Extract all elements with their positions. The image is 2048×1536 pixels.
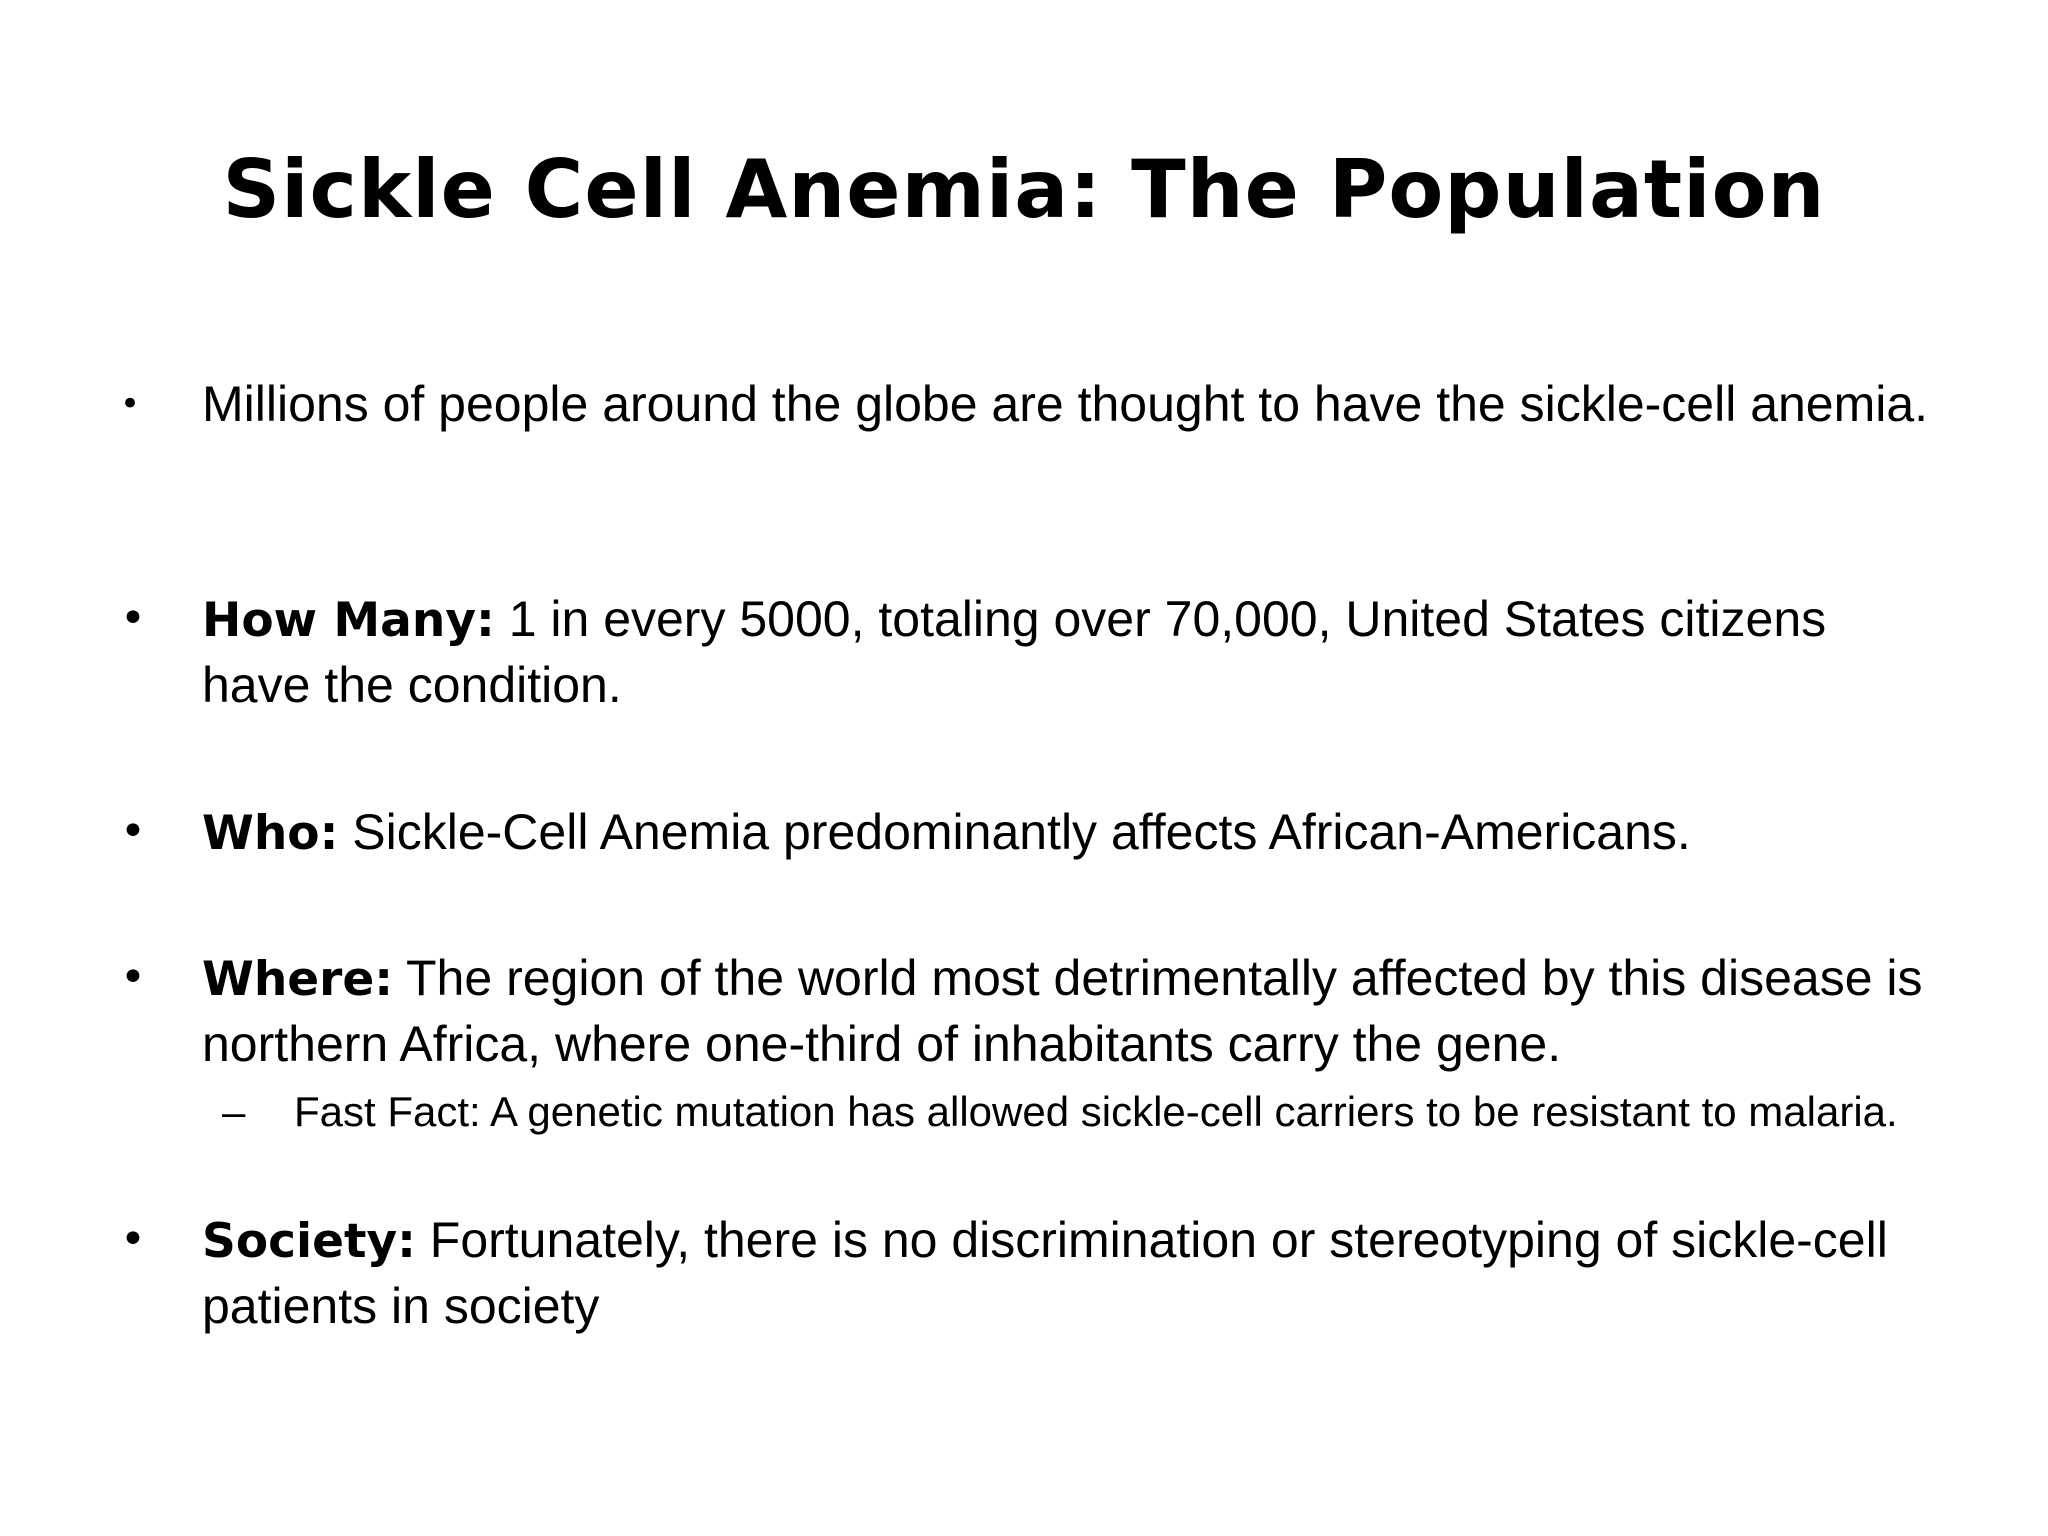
bullet-marker: •	[120, 952, 146, 1003]
bullet-body: 1 in every 5000, totaling over 70,000, United States citizens have the condition.	[202, 591, 1827, 713]
sub-bullet-marker: –	[222, 1088, 246, 1135]
bullet-lead: How Many:	[202, 593, 495, 648]
bullet-body: The region of the world most detrimentally affected by this disease is northern Africa, where one-third of inhabitants carry the gene.	[202, 950, 1923, 1072]
bullet-text	[202, 946, 1942, 1076]
bullet-body: Sickle-Cell Anemia predominantly affects African-Americans.	[338, 804, 1691, 860]
slide-title: Sickle Cell Anemia: The Population	[222, 143, 1826, 236]
sub-bullet-text: Fast Fact: A genetic mutation has allowed sickle-cell carriers to be resistant to malaria.	[294, 1088, 1898, 1135]
bullet-marker: •	[120, 384, 141, 424]
bullet-body: Millions of people around the globe are thought to have the sickle-cell anemia.	[202, 376, 1929, 432]
bullet-lead: Society:	[202, 1214, 416, 1269]
bullet-text	[202, 1208, 1942, 1338]
bullet-marker: •	[120, 806, 146, 857]
bullet-lead: Where:	[202, 952, 394, 1007]
bullet-marker: •	[120, 1214, 146, 1265]
bullet-text	[202, 587, 1942, 717]
bullet-lead: Who:	[202, 806, 339, 861]
bullet-text	[202, 372, 1942, 438]
bullet-text	[202, 800, 1942, 866]
bullet-body: Fortunately, there is no discrimination or stereotyping of sickle-cell patients in society	[202, 1212, 1888, 1334]
bullet-marker: •	[120, 593, 146, 644]
